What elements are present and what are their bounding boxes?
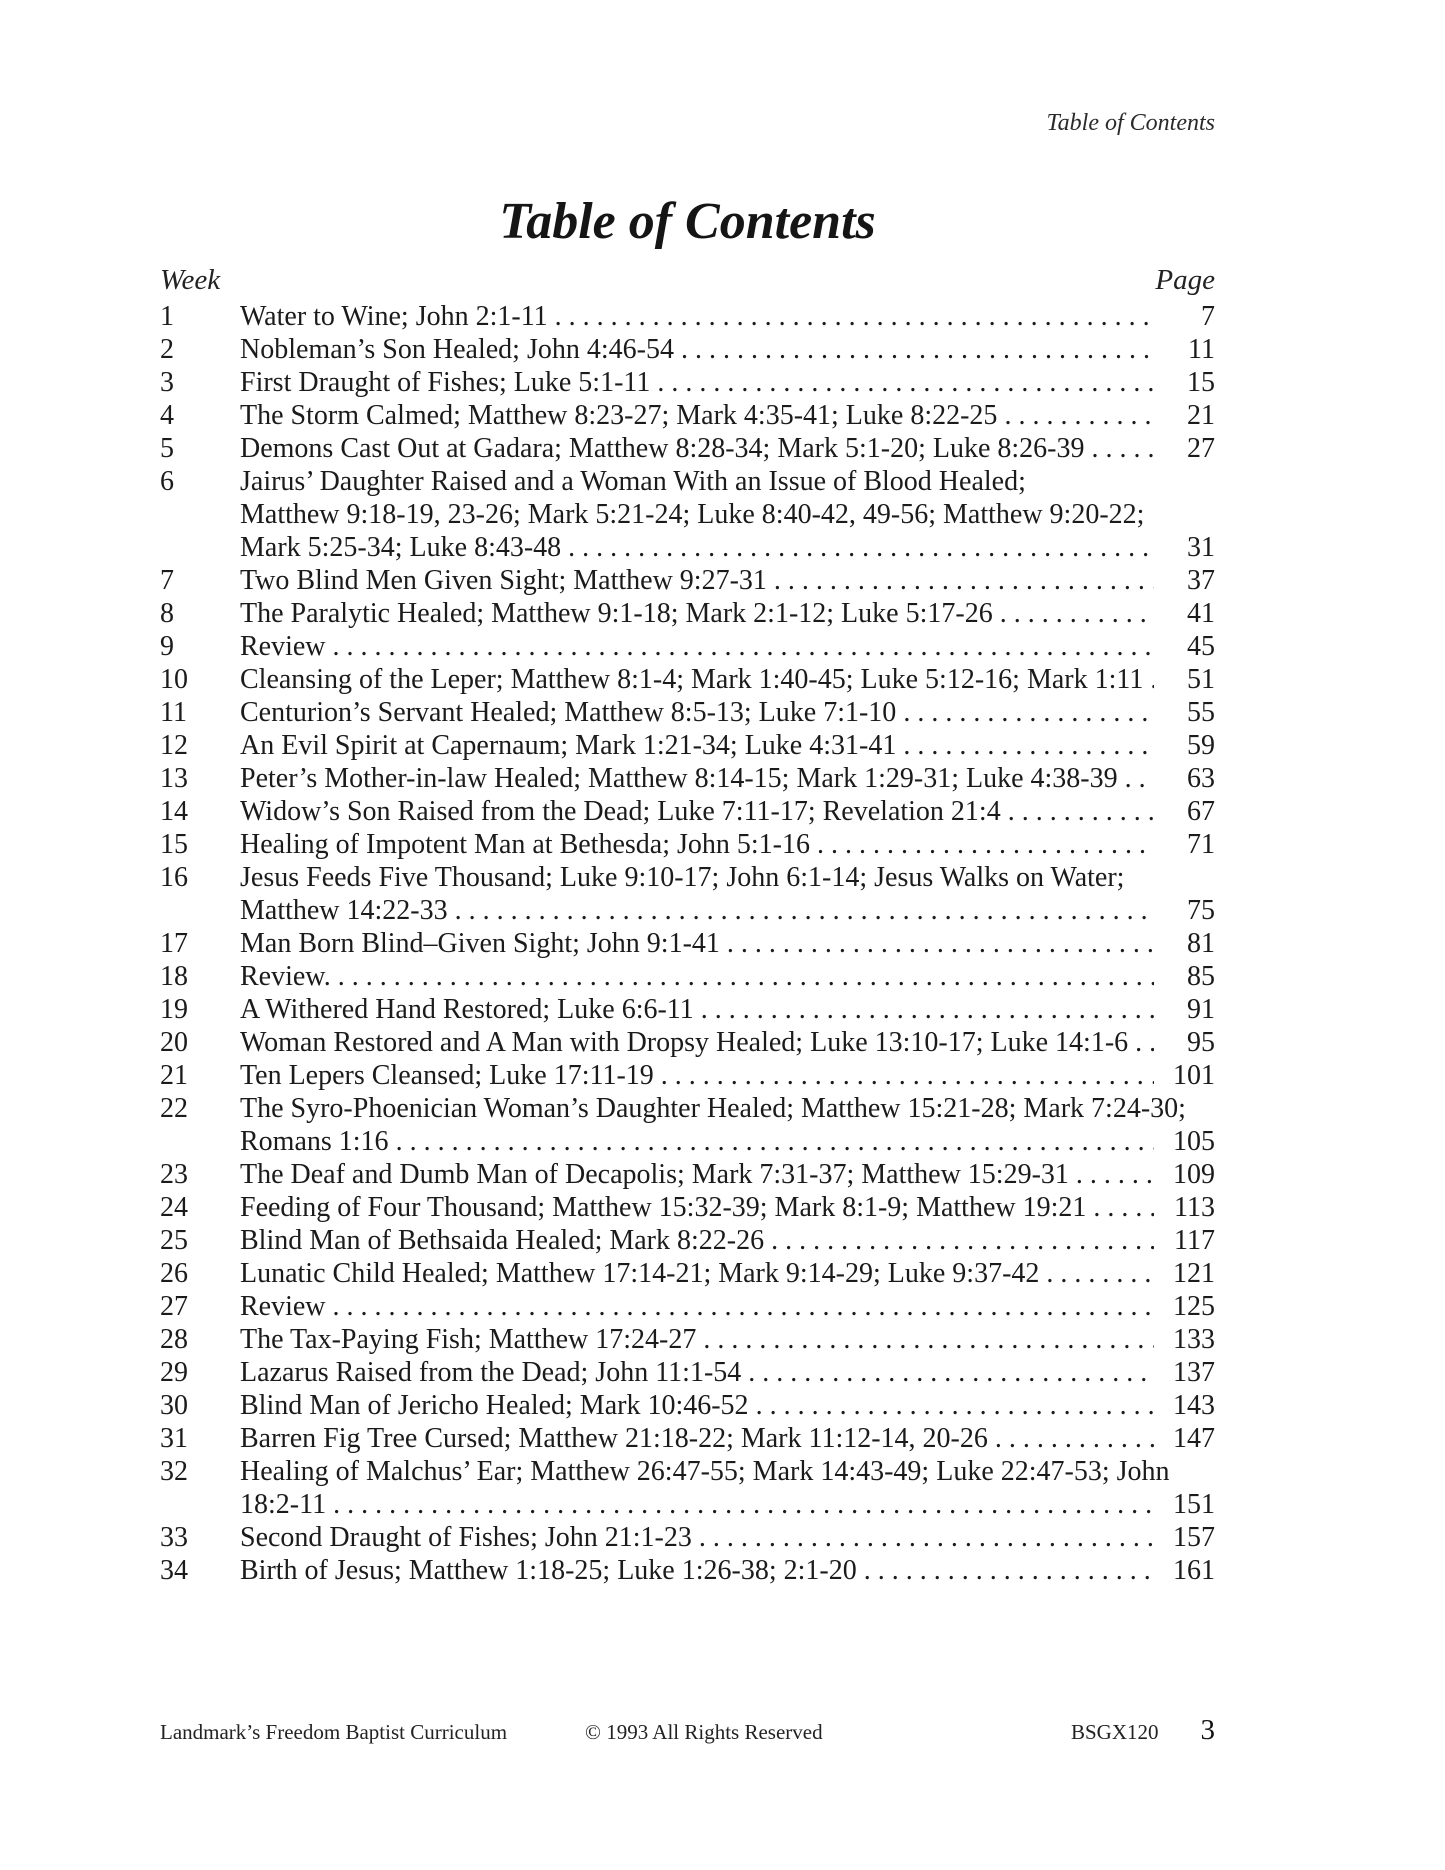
entry-title: Peter’s Mother-in-law Healed; Matthew 8:14-15; Mark 1:29-31; Luke 4:38-39 xyxy=(240,763,1118,794)
entry-lines xyxy=(240,333,1215,366)
entry-page-number: 31 xyxy=(1187,532,1215,563)
entry-page-number: 85 xyxy=(1187,961,1215,992)
entry-line xyxy=(240,696,1215,729)
entry-lines xyxy=(240,1257,1215,1290)
entry-line xyxy=(240,498,1215,531)
entry-title: First Draught of Fishes; Luke 5:1-11 xyxy=(240,367,651,398)
toc-entry xyxy=(160,795,1215,828)
week-number: 22 xyxy=(160,1093,188,1124)
toc-entry xyxy=(160,465,1215,564)
entry-lines xyxy=(240,828,1215,861)
dot-leader xyxy=(903,729,1154,762)
dot-leader xyxy=(681,333,1154,366)
dot-leader xyxy=(995,1422,1154,1455)
entry-lines xyxy=(240,1224,1215,1257)
week-number: 28 xyxy=(160,1324,188,1355)
entry-lines xyxy=(240,366,1215,399)
entry-line xyxy=(240,432,1215,465)
entry-lines xyxy=(240,564,1215,597)
entry-page-number: 59 xyxy=(1187,730,1215,761)
dot-leader xyxy=(1004,399,1154,432)
entry-line xyxy=(240,1059,1215,1092)
entry-lines xyxy=(240,729,1215,762)
entry-page-number: 143 xyxy=(1173,1390,1215,1421)
entry-title: Review xyxy=(240,631,326,662)
entry-line xyxy=(240,1521,1215,1554)
entry-title: Water to Wine; John 2:1-11 xyxy=(240,301,548,332)
entry-lines xyxy=(240,300,1215,333)
entry-lines xyxy=(240,1092,1215,1158)
entry-title: Woman Restored and A Man with Dropsy Healed; Luke 13:10-17; Luke 14:1-6 xyxy=(240,1027,1129,1058)
dot-leader xyxy=(333,630,1154,663)
entry-line xyxy=(240,663,1215,696)
entry-page-number: 117 xyxy=(1174,1225,1215,1256)
entry-page-number: 27 xyxy=(1187,433,1215,464)
entry-title: The Storm Calmed; Matthew 8:23-27; Mark 4:35-41; Luke 8:22-25 xyxy=(240,400,998,431)
entry-lines xyxy=(240,432,1215,465)
entry-lines xyxy=(240,795,1215,828)
entry-line xyxy=(240,795,1215,828)
week-number: 9 xyxy=(160,631,174,662)
entry-line xyxy=(240,597,1215,630)
toc-entry xyxy=(160,399,1215,432)
week-number: 6 xyxy=(160,466,174,497)
entry-lines xyxy=(240,1191,1215,1224)
week-number: 23 xyxy=(160,1159,188,1190)
week-number: 5 xyxy=(160,433,174,464)
entry-page-number: 101 xyxy=(1173,1060,1215,1091)
entry-line xyxy=(240,1554,1215,1587)
dot-leader xyxy=(1008,795,1154,828)
entry-page-number: 151 xyxy=(1173,1489,1215,1520)
entry-line xyxy=(240,531,1215,564)
entry-line xyxy=(240,630,1215,663)
entry-title: Widow’s Son Raised from the Dead; Luke 7:11-17; Revelation 21:4 xyxy=(240,796,1001,827)
week-number: 14 xyxy=(160,796,188,827)
entry-line xyxy=(240,1257,1215,1290)
entry-line xyxy=(240,1323,1215,1356)
entry-page-number: 11 xyxy=(1188,334,1215,365)
entry-line xyxy=(240,1290,1215,1323)
entry-page-number: 147 xyxy=(1173,1423,1215,1454)
entry-page-number: 125 xyxy=(1173,1291,1215,1322)
toc-entry xyxy=(160,432,1215,465)
entry-page-number: 91 xyxy=(1187,994,1215,1025)
entry-title: Two Blind Men Given Sight; Matthew 9:27-31 xyxy=(240,565,767,596)
entry-line xyxy=(240,1191,1215,1224)
entry-lines xyxy=(240,1323,1215,1356)
dot-leader xyxy=(703,1323,1154,1356)
toc-entry xyxy=(160,366,1215,399)
entry-line xyxy=(240,993,1215,1026)
week-number: 7 xyxy=(160,565,174,596)
week-number: 13 xyxy=(160,763,188,794)
entry-lines xyxy=(240,663,1215,696)
dot-leader xyxy=(333,1290,1154,1323)
toc-entry xyxy=(160,1026,1215,1059)
footer-product-code: BSGX120 xyxy=(1070,1720,1159,1744)
dot-leader xyxy=(1150,663,1154,696)
dot-leader xyxy=(701,993,1154,1026)
dot-leader xyxy=(1092,432,1155,465)
toc-entry xyxy=(160,630,1215,663)
week-number: 31 xyxy=(160,1423,188,1454)
week-number: 21 xyxy=(160,1060,188,1091)
entry-title: Lazarus Raised from the Dead; John 11:1-54 xyxy=(240,1357,742,1388)
entry-page-number: 45 xyxy=(1187,631,1215,662)
entry-title: Blind Man of Jericho Healed; Mark 10:46-52 xyxy=(240,1390,749,1421)
toc-entry xyxy=(160,1191,1215,1224)
entry-line xyxy=(240,1488,1215,1521)
week-number: 19 xyxy=(160,994,188,1025)
entry-page-number: 75 xyxy=(1187,895,1215,926)
week-number: 17 xyxy=(160,928,188,959)
toc-entry xyxy=(160,597,1215,630)
week-number: 15 xyxy=(160,829,188,860)
toc-entry xyxy=(160,1059,1215,1092)
week-number: 32 xyxy=(160,1456,188,1487)
entry-title: An Evil Spirit at Capernaum; Mark 1:21-34; Luke 4:31-41 xyxy=(240,730,897,761)
entry-lines xyxy=(240,1059,1215,1092)
toc-entry xyxy=(160,333,1215,366)
dot-leader xyxy=(727,927,1154,960)
entry-lines xyxy=(240,762,1215,795)
toc-entry xyxy=(160,729,1215,762)
entry-line xyxy=(240,1356,1215,1389)
running-header: Table of Contents xyxy=(1046,110,1215,136)
week-number: 1 xyxy=(160,301,174,332)
entry-title: Review xyxy=(240,1291,326,1322)
dot-leader xyxy=(338,960,1154,993)
entry-title: Healing of Impotent Man at Bethesda; John 5:1-16 xyxy=(240,829,810,860)
entry-title: Cleansing of the Leper; Matthew 8:1-4; Mark 1:40-45; Luke 5:12-16; Mark 1:11 xyxy=(240,664,1144,695)
week-number: 8 xyxy=(160,598,174,629)
entry-page-number: 21 xyxy=(1187,400,1215,431)
toc-entry xyxy=(160,1455,1215,1521)
entry-title: The Paralytic Healed; Matthew 9:1-18; Mark 2:1-12; Luke 5:17-26 xyxy=(240,598,993,629)
entry-page-number: 7 xyxy=(1201,301,1215,332)
dot-leader xyxy=(1135,1026,1154,1059)
dot-leader xyxy=(774,564,1154,597)
toc-entry xyxy=(160,300,1215,333)
dot-leader xyxy=(455,894,1154,927)
entry-line xyxy=(240,828,1215,861)
toc-entry xyxy=(160,663,1215,696)
footer-copyright: © 1993 All Rights Reserved xyxy=(585,1720,823,1744)
entry-line xyxy=(240,1455,1215,1488)
entry-lines xyxy=(240,597,1215,630)
entry-line xyxy=(240,399,1215,432)
entry-title: Feeding of Four Thousand; Matthew 15:32-39; Mark 8:1-9; Matthew 19:21 xyxy=(240,1192,1087,1223)
entry-title: Birth of Jesus; Matthew 1:18-25; Luke 1:26-38; 2:1-20 xyxy=(240,1555,857,1586)
entry-title: Jairus’ Daughter Raised and a Woman With an Issue of Blood Healed; xyxy=(240,466,1026,497)
dot-leader xyxy=(1093,1191,1154,1224)
entry-page-number: 67 xyxy=(1187,796,1215,827)
dot-leader xyxy=(756,1389,1154,1422)
entry-title: Centurion’s Servant Healed; Matthew 8:5-13; Luke 7:1-10 xyxy=(240,697,897,728)
entry-line xyxy=(240,465,1215,498)
entry-lines xyxy=(240,399,1215,432)
column-header-page: Page xyxy=(1155,264,1215,296)
dot-leader xyxy=(396,1125,1154,1158)
dot-leader xyxy=(699,1521,1154,1554)
toc-entry xyxy=(160,927,1215,960)
entry-title: Demons Cast Out at Gadara; Matthew 8:28-34; Mark 5:1-20; Luke 8:26-39 xyxy=(240,433,1085,464)
entry-title: Matthew 9:18-19, 23-26; Mark 5:21-24; Luke 8:40-42, 49-56; Matthew 9:20-22; xyxy=(240,499,1145,530)
entry-lines xyxy=(240,630,1215,663)
entry-page-number: 95 xyxy=(1187,1027,1215,1058)
entry-page-number: 51 xyxy=(1187,664,1215,695)
dot-leader xyxy=(1125,762,1154,795)
week-number: 3 xyxy=(160,367,174,398)
entry-line xyxy=(240,1158,1215,1191)
entry-lines xyxy=(240,1389,1215,1422)
entry-page-number: 41 xyxy=(1187,598,1215,629)
toc-entry xyxy=(160,1290,1215,1323)
entry-line xyxy=(240,1422,1215,1455)
toc-entry xyxy=(160,1224,1215,1257)
entry-line xyxy=(240,1125,1215,1158)
footer-publisher: Landmark’s Freedom Baptist Curriculum xyxy=(160,1720,508,1744)
entry-lines xyxy=(240,1026,1215,1059)
page-footer xyxy=(160,1714,1215,1760)
toc-entry xyxy=(160,1323,1215,1356)
page-title: Table of Contents xyxy=(499,193,876,250)
entry-lines xyxy=(240,960,1215,993)
dot-leader xyxy=(903,696,1154,729)
toc-entry xyxy=(160,861,1215,927)
entry-lines xyxy=(240,465,1215,564)
entry-lines xyxy=(240,993,1215,1026)
entry-title: The Syro-Phoenician Woman’s Daughter Healed; Matthew 15:21-28; Mark 7:24-30; xyxy=(240,1093,1186,1124)
toc-entry xyxy=(160,762,1215,795)
week-number: 11 xyxy=(160,697,187,728)
week-number: 25 xyxy=(160,1225,188,1256)
entry-title: Matthew 14:22-33 xyxy=(240,895,448,926)
toc-entry xyxy=(160,1521,1215,1554)
toc-list xyxy=(160,300,1215,1587)
dot-leader xyxy=(657,366,1154,399)
week-number: 27 xyxy=(160,1291,188,1322)
entry-page-number: 113 xyxy=(1174,1192,1215,1223)
entry-page-number: 105 xyxy=(1173,1126,1215,1157)
entry-line xyxy=(240,1026,1215,1059)
entry-title: The Deaf and Dumb Man of Decapolis; Mark 7:31-37; Matthew 15:29-31 xyxy=(240,1159,1069,1190)
entry-line xyxy=(240,762,1215,795)
week-number: 10 xyxy=(160,664,188,695)
week-number: 4 xyxy=(160,400,174,431)
entry-title: Blind Man of Bethsaida Healed; Mark 8:22-26 xyxy=(240,1225,765,1256)
entry-lines xyxy=(240,1554,1215,1587)
entry-page-number: 37 xyxy=(1187,565,1215,596)
entry-page-number: 137 xyxy=(1173,1357,1215,1388)
week-number: 29 xyxy=(160,1357,188,1388)
entry-title: Review. xyxy=(240,961,331,992)
week-number: 12 xyxy=(160,730,188,761)
entry-page-number: 55 xyxy=(1187,697,1215,728)
toc-entry xyxy=(160,1092,1215,1158)
entry-title: Second Draught of Fishes; John 21:1-23 xyxy=(240,1522,692,1553)
entry-line xyxy=(240,927,1215,960)
entry-page-number: 15 xyxy=(1187,367,1215,398)
entry-lines xyxy=(240,1290,1215,1323)
entry-title: Jesus Feeds Five Thousand; Luke 9:10-17; John 6:1-14; Jesus Walks on Water; xyxy=(240,862,1125,893)
entry-line xyxy=(240,960,1215,993)
entry-line xyxy=(240,1092,1215,1125)
entry-title: The Tax-Paying Fish; Matthew 17:24-27 xyxy=(240,1324,697,1355)
week-number: 24 xyxy=(160,1192,188,1223)
dot-leader xyxy=(1076,1158,1154,1191)
week-number: 20 xyxy=(160,1027,188,1058)
entry-title: 18:2-11 xyxy=(240,1489,327,1520)
dot-leader xyxy=(748,1356,1154,1389)
dot-leader xyxy=(661,1059,1154,1092)
entry-lines xyxy=(240,1422,1215,1455)
entry-line xyxy=(240,1389,1215,1422)
dot-leader xyxy=(1046,1257,1154,1290)
toc-entry xyxy=(160,960,1215,993)
entry-title: Ten Lepers Cleansed; Luke 17:11-19 xyxy=(240,1060,654,1091)
entry-title: Barren Fig Tree Cursed; Matthew 21:18-22; Mark 11:12-14, 20-26 xyxy=(240,1423,988,1454)
entry-title: A Withered Hand Restored; Luke 6:6-11 xyxy=(240,994,694,1025)
week-number: 30 xyxy=(160,1390,188,1421)
entry-lines xyxy=(240,1521,1215,1554)
entry-title: Mark 5:25-34; Luke 8:43-48 xyxy=(240,532,562,563)
toc-entry xyxy=(160,1158,1215,1191)
entry-lines xyxy=(240,696,1215,729)
toc-entry xyxy=(160,696,1215,729)
dot-leader xyxy=(864,1554,1154,1587)
dot-leader xyxy=(817,828,1154,861)
entry-page-number: 157 xyxy=(1173,1522,1215,1553)
entry-line xyxy=(240,1224,1215,1257)
entry-title: Romans 1:16 xyxy=(240,1126,389,1157)
dot-leader xyxy=(333,1488,1154,1521)
toc-entry xyxy=(160,1422,1215,1455)
dot-leader xyxy=(1000,597,1154,630)
entry-page-number: 161 xyxy=(1173,1555,1215,1586)
entry-page-number: 121 xyxy=(1173,1258,1215,1289)
entry-line xyxy=(240,333,1215,366)
entry-line xyxy=(240,894,1215,927)
footer-page-number: 3 xyxy=(1200,1714,1215,1746)
entry-line xyxy=(240,300,1215,333)
footer-right-group xyxy=(1071,1714,1215,1747)
entry-title: Healing of Malchus’ Ear; Matthew 26:47-55; Mark 14:43-49; Luke 22:47-53; John xyxy=(240,1456,1170,1487)
toc-entry xyxy=(160,828,1215,861)
entry-title: Nobleman’s Son Healed; John 4:46-54 xyxy=(240,334,674,365)
toc-entry xyxy=(160,993,1215,1026)
column-headers xyxy=(160,264,1215,297)
dot-leader xyxy=(771,1224,1154,1257)
entry-title: Lunatic Child Healed; Matthew 17:14-21; Mark 9:14-29; Luke 9:37-42 xyxy=(240,1258,1040,1289)
week-number: 16 xyxy=(160,862,188,893)
week-number: 2 xyxy=(160,334,174,365)
entry-lines xyxy=(240,1356,1215,1389)
entry-lines xyxy=(240,861,1215,927)
toc-entry xyxy=(160,1389,1215,1422)
week-number: 26 xyxy=(160,1258,188,1289)
toc-entry xyxy=(160,1554,1215,1587)
entry-page-number: 63 xyxy=(1187,763,1215,794)
toc-entry xyxy=(160,564,1215,597)
entry-page-number: 71 xyxy=(1187,829,1215,860)
week-number: 18 xyxy=(160,961,188,992)
entry-lines xyxy=(240,1455,1215,1521)
entry-lines xyxy=(240,1158,1215,1191)
week-number: 33 xyxy=(160,1522,188,1553)
entry-page-number: 133 xyxy=(1173,1324,1215,1355)
week-number: 34 xyxy=(160,1555,188,1586)
entry-page-number: 81 xyxy=(1187,928,1215,959)
entry-page-number: 109 xyxy=(1173,1159,1215,1190)
entry-line xyxy=(240,366,1215,399)
entry-line xyxy=(240,861,1215,894)
toc-entry xyxy=(160,1257,1215,1290)
dot-leader xyxy=(555,300,1154,333)
dot-leader xyxy=(568,531,1154,564)
column-header-week: Week xyxy=(160,264,221,296)
toc-entry xyxy=(160,1356,1215,1389)
entry-title: Man Born Blind–Given Sight; John 9:1-41 xyxy=(240,928,720,959)
entry-lines xyxy=(240,927,1215,960)
entry-line xyxy=(240,564,1215,597)
entry-line xyxy=(240,729,1215,762)
